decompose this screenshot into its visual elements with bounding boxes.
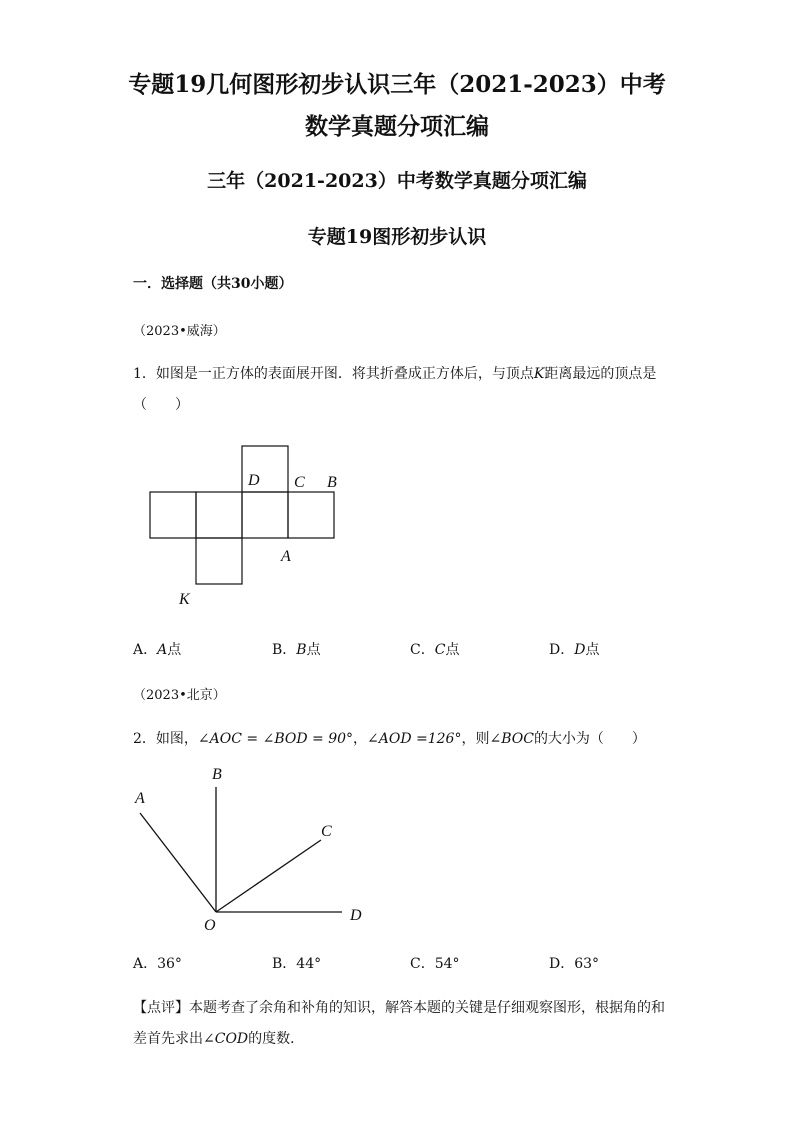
q1-option-d[interactable]: D．D点	[549, 642, 600, 658]
q2-option-a[interactable]: A．36°	[133, 956, 182, 972]
angle-label-d: D	[350, 907, 362, 924]
angle-label-c: C	[321, 823, 332, 840]
q2-stem-math-3: ∠BOC	[489, 731, 534, 747]
q1-stem-var: K	[533, 366, 545, 382]
commentary-line1: 【点评】本题考查了余角和补角的知识，解答本题的关键是仔细观察图形，根据角的和	[133, 1000, 665, 1016]
q2-stem: 2．如图，∠AOC = ∠BOD = 90°，∠AOD =126°，则∠BOC的大小为（ ）	[133, 731, 646, 747]
net-label-b: B	[327, 474, 337, 491]
ray-oa	[140, 813, 216, 912]
angle-label-o: O	[204, 917, 216, 934]
q2-option-d[interactable]: D．63°	[549, 956, 600, 972]
subtitle-topic: 专题19图形初步认识	[307, 226, 487, 248]
net-square-row-4	[288, 492, 334, 538]
angle-label-a: A	[135, 790, 145, 807]
commentary-line2: 差首先求出∠COD的度数．	[133, 1031, 305, 1047]
q1-source: （2023•威海）	[133, 324, 226, 339]
cube-net-figure	[140, 440, 360, 615]
q1-stem-blank: （ ）	[133, 397, 189, 413]
q1-stem-text-b: 距离最远的顶点是	[544, 366, 657, 382]
q2-option-b[interactable]: B．44°	[272, 956, 322, 972]
net-square-row-2	[196, 492, 242, 538]
net-square-row-1	[150, 492, 196, 538]
net-label-c: C	[294, 474, 305, 491]
net-label-d: D	[248, 472, 260, 489]
q2-stem-math-2: ∠AOD =126°	[367, 731, 462, 747]
section-heading: 一．选择题（共30小题）	[133, 276, 293, 292]
net-square-bottom	[196, 538, 242, 584]
q1-stem	[133, 363, 656, 383]
document-title-line1: 专题19几何图形初步认识三年（2021-2023）中考	[128, 71, 666, 98]
document-title-line2: 数学真题分项汇编	[305, 113, 489, 140]
commentary-math: ∠COD	[203, 1031, 249, 1047]
q2-option-c[interactable]: C．54°	[410, 956, 460, 972]
q2-source: （2023•北京）	[133, 688, 226, 703]
subtitle-collection: 三年（2021-2023）中考数学真题分项汇编	[207, 170, 587, 192]
q1-stem-text-a: 1．如图是一正方体的表面展开图．将其折叠成正方体后，与顶点	[133, 366, 534, 382]
angle-label-b: B	[212, 766, 222, 783]
net-label-a: A	[281, 548, 291, 565]
q1-option-b[interactable]: B．B点	[272, 642, 321, 658]
angle-figure	[128, 760, 378, 940]
net-square-row-3	[242, 492, 288, 538]
q1-option-c[interactable]: C．C点	[410, 642, 460, 658]
q1-option-a[interactable]: A．A点	[133, 642, 182, 658]
ray-oc	[216, 840, 321, 912]
net-label-k: K	[179, 591, 190, 608]
q2-stem-math-1: ∠AOC = ∠BOD = 90°	[197, 731, 354, 747]
